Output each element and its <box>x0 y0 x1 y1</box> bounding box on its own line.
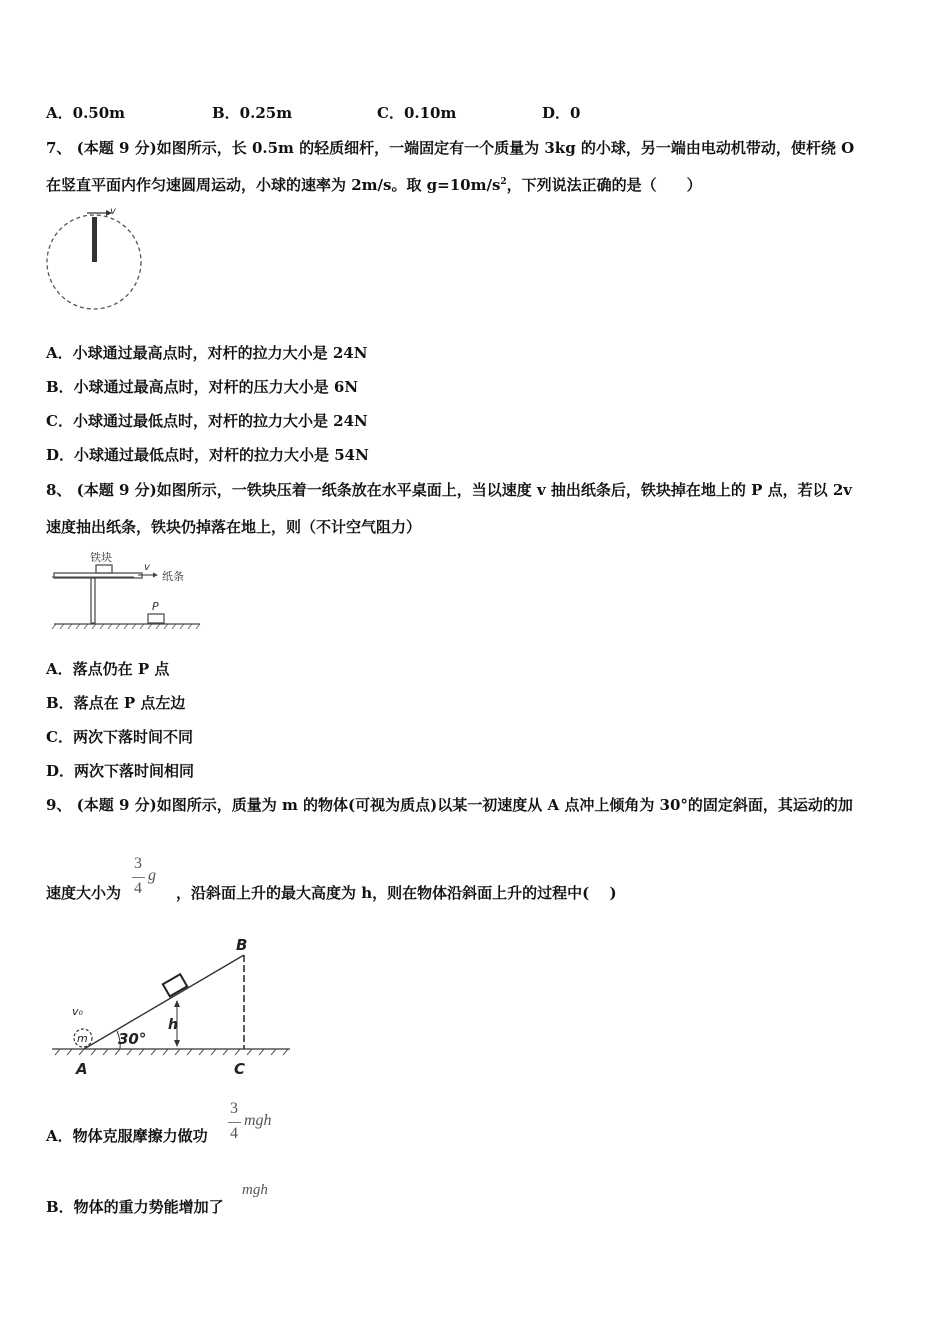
q9-point-c-label: C <box>234 1060 246 1078</box>
q7-stem-line2: 在竖直平面内作匀速圆周运动，小球的速率为 2m/s。取 $g=10m/s^2$，下列说法正确的是（ ） <box>46 176 702 194</box>
q9-option-a-fraction: 3 4 mgh <box>230 1100 272 1142</box>
q9-option-b-text: B．物体的重力势能增加了 <box>46 1198 224 1216</box>
q8-option-a: A．落点仍在 P 点 <box>46 660 170 678</box>
q7-circle-figure <box>44 205 154 320</box>
q9-v0-label: v₀ <box>72 1005 83 1018</box>
q6-option-c: C．0.10m <box>377 104 457 122</box>
q8-stem-line2: 速度抽出纸条，铁块仍掉落在地上，则（不计空气阻力） <box>46 518 422 536</box>
q8-option-c: C．两次下落时间不同 <box>46 728 193 746</box>
q9-option-a-text: A．物体克服摩擦力做功 <box>46 1127 208 1145</box>
q7-option-a: A．小球通过最高点时，对杆的拉力大小是 24N <box>46 344 368 362</box>
q9-stem-line2-suffix: ，沿斜面上升的最大高度为 h，则在物体沿斜面上升的过程中( ) <box>176 884 617 902</box>
q8-stem-line1: 8、 (本题 9 分)如图所示，一铁块压着一纸条放在水平桌面上，当以速度 v 抽出纸条后，铁块掉在地上的 P 点，若以 2v <box>46 481 852 499</box>
q9-point-a-label: A <box>76 1060 88 1078</box>
q7-stem-line1: 7、 (本题 9 分)如图所示，长 0.5m 的轻质细杆，一端固定有一个质量为 3kg 的小球，另一端由电动机带动，使杆绕 O <box>46 139 855 157</box>
q8-block-label: 铁块 <box>90 551 112 564</box>
q9-point-b-label: B <box>236 936 248 954</box>
q8-table-figure <box>52 548 212 633</box>
q7-option-b: B．小球通过最高点时，对杆的压力大小是 6N <box>46 378 359 396</box>
q6-option-d: D．0 <box>542 104 581 122</box>
q8-option-b: B．落点在 P 点左边 <box>46 694 186 712</box>
q7-option-d: D．小球通过最低点时，对杆的拉力大小是 54N <box>46 446 369 464</box>
q7-option-c: C．小球通过最低点时，对杆的拉力大小是 24N <box>46 412 368 430</box>
q8-velocity-label: v <box>144 562 150 573</box>
q9-height-label: h <box>168 1017 178 1033</box>
q9-incline-figure <box>50 935 300 1083</box>
q9-stem-line1: 9、 (本题 9 分)如图所示，质量为 m 的物体(可视为质点)以某一初速度从 A 点冲上倾角为 30°的固定斜面，其运动的加 <box>46 796 853 814</box>
q6-option-b: B．0.25m <box>212 104 293 122</box>
q9-mass-label: m <box>77 1032 88 1045</box>
q9-angle-label: 30° <box>118 1030 147 1048</box>
q9-stem-line2-prefix: 速度大小为 <box>46 884 122 902</box>
q8-option-d: D．两次下落时间相同 <box>46 762 195 780</box>
q9-option-b-mgh: mgh <box>242 1182 268 1198</box>
q7-velocity-label: v <box>110 206 116 217</box>
q9-fraction-3-4-g: 3 4 g <box>134 855 156 897</box>
q8-strip-label: 纸条 <box>162 570 184 583</box>
q8-point-p-label: P <box>152 600 159 613</box>
q6-option-a: A．0.50m <box>46 104 126 122</box>
